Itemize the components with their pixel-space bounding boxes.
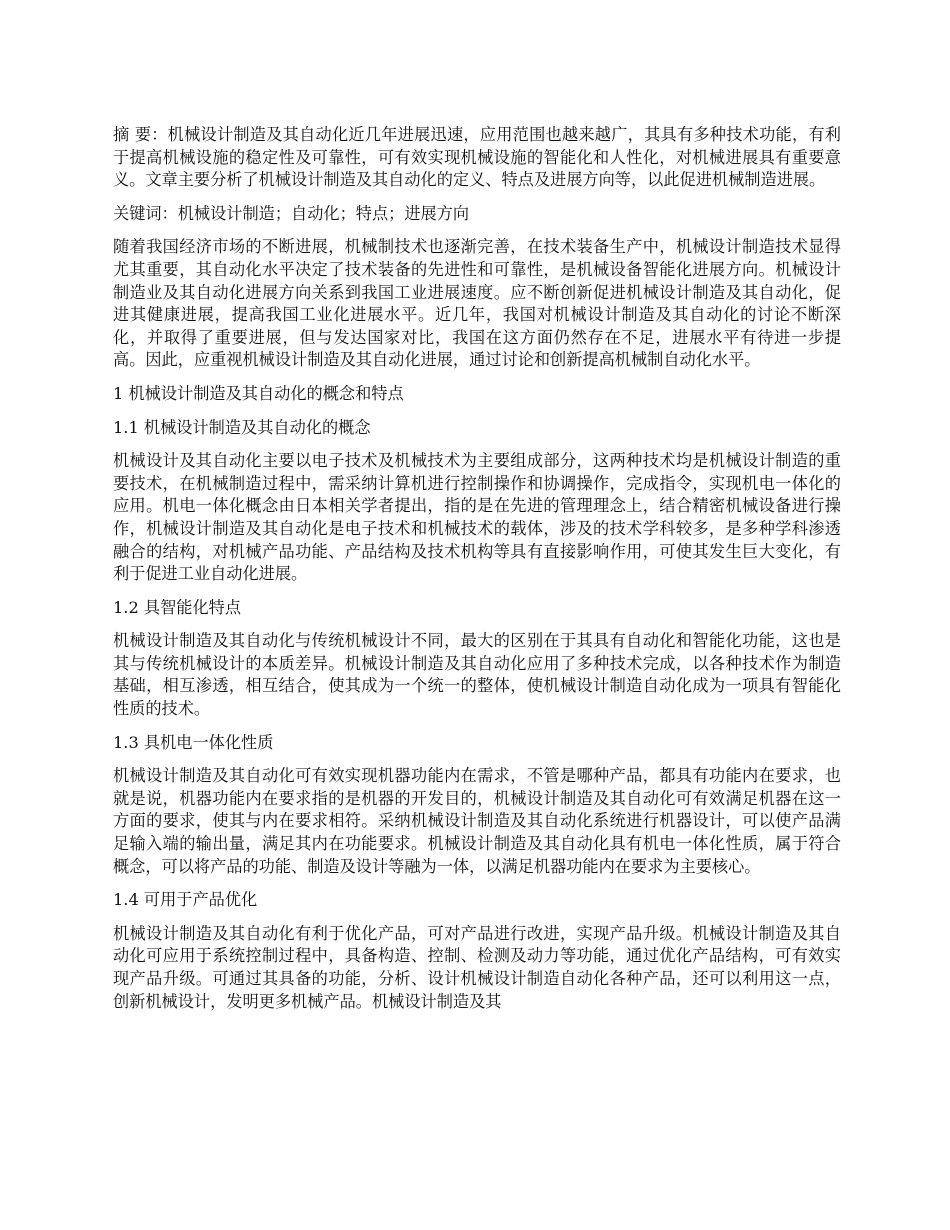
section-1-2-heading: 1.2 具智能化特点 (113, 597, 242, 617)
section-1-1-body: 机械设计及其自动化主要以电子技术及机械技术为主要组成部分，这两种技术均是机械设计制造的重要技术，在机械制造过程中，需采纳计算机进行控制操作和协调操作，完成指令，实现机电一体化的应用。机电一体化概念由日本相关学者提出，指的是在先进的管理理念上，结合精密机械设备进行操作，机械设计制造及其自动化是电子技术和机械技术的载体，涉及的技术学科较多，是多种学科渗透融合的结构，对机械产品功能、产品结构及技术机构等具有直接影响作用，可使其发生巨大变化，有利于促进工业自动化进展。 (113, 451, 841, 584)
section-1-3-heading: 1.3 具机电一体化性质 (113, 732, 274, 752)
keywords-line: 关键词：机械设计制造；自动化；特点；进展方向 (113, 203, 470, 223)
section-1-3-body: 机械设计制造及其自动化可有效实现机器功能内在需求，不管是哪种产品，都具有功能内在要求，也就是说，机器功能内在要求指的是机器的开发目的，机械设计制造及其自动化可有效满足机器在这一方面的要求，使其与内在要求相符。采纳机械设计制造及其自动化系统进行机器设计，可以使产品满足输入端的输出量，满足其内在功能要求。机械设计制造及其自动化具有机电一体化性质，属于符合概念，可以将产品的功能、制造及设计等融为一体，以满足机器功能内在要求为主要核心。 (113, 766, 841, 876)
section-1-1-heading: 1.1 机械设计制造及其自动化的概念 (113, 417, 371, 437)
intro-paragraph: 随着我国经济市场的不断进展，机械制技术也逐渐完善，在技术装备生产中，机械设计制造技术显得尤其重要，其自动化水平决定了技术装备的先进性和可靠性，是机械设备智能化进展方向。机械设计制造业及其自动化进展方向关系到我国工业进展速度。应不断创新促进机械设计制造及其自动化，促进其健康进展，提高我国工业化进展水平。近几年，我国对机械设计制造及其自动化的讨论不断深化，并取得了重要进展，但与发达国家对比，我国在这方面仍然存在不足，进展水平有待进一步提高。因此，应重视机械设计制造及其自动化进展，通过讨论和创新提高机械制自动化水平。 (113, 237, 841, 370)
section-1-heading: 1 机械设计制造及其自动化的概念和特点 (113, 383, 404, 403)
section-1-4-body: 机械设计制造及其自动化有利于优化产品，可对产品进行改进，实现产品升级。机械设计制造及其自动化可应用于系统控制过程中，具备构造、控制、检测及动力等功能，通过优化产品结构，可有效实现产品升级。可通过其具备的功能，分析、设计机械设计制造自动化各种产品，还可以利用这一点，创新机械设计，发明更多机械产品。机械设计制造及其 (113, 923, 841, 1011)
section-1-4-heading: 1.4 可用于产品优化 (113, 890, 258, 910)
abstract-paragraph: 摘 要：机械设计制造及其自动化近几年进展迅速，应用范围也越来越广，其具有多种技术功能，有利于提高机械设施的稳定性及可靠性，可有效实现机械设施的智能化和人性化，对机械进展具有重要意义。文章主要分析了机械设计制造及其自动化的定义、特点及进展方向等，以此促进机械制造进展。 (113, 125, 841, 190)
document-page (113, 124, 841, 1024)
section-1-2-body: 机械设计制造及其自动化与传统机械设计不同，最大的区别在于其具有自动化和智能化功能，这也是其与传统机械设计的本质差异。机械设计制造及其自动化应用了多种技术完成，以各种技术作为制造基础，相互渗透，相互结合，使其成为一个统一的整体，使机械设计制造自动化成为一项具有智能化性质的技术。 (113, 631, 841, 719)
